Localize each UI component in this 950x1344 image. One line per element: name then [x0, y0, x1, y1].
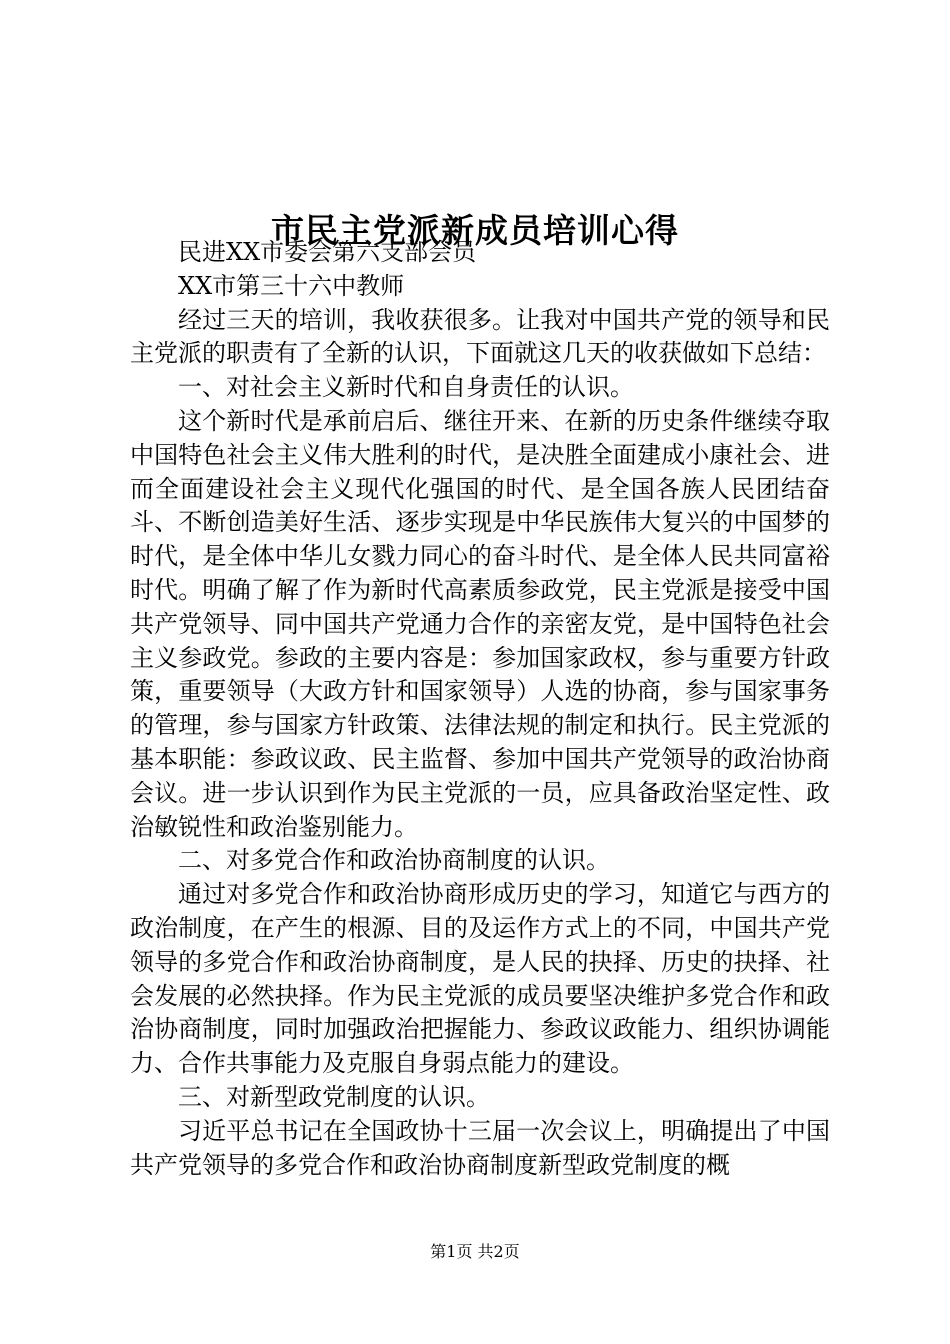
document-body	[130, 236, 830, 1182]
section-heading: 二、对多党合作和政治协商制度的认识。	[178, 846, 610, 875]
section-heading: 一、对社会主义新时代和自身责任的认识。	[178, 373, 634, 402]
document-title: 市民主党派新成员培训心得	[271, 211, 679, 251]
body-paragraph: 这个新时代是承前启后、继往开来、在新的历史条件继续夺取中国特色社会主义伟大胜利的时代，是决胜全面建成小康社会、进而全面建设社会主义现代化强国的时代、是全国各族人民团结奋斗、不断创造美好生活、逐步实现是中华民族伟大复兴的中国梦的时代，是全体中华儿女戮力同心的奋斗时代、是全体人民共同富裕时代。明确了解了作为新时代高素质参政党，民主党派是接受中国共产党领导、同中国共产党通力合作的亲密友党，是中国特色社会主义参政党。参政的主要内容是：参加国家政权，参与重要方针政策，重要领导（大政方针和国家领导）人选的协商，参与国家事务的管理，参与国家方针政策、法律法规的制定和执行。民主党派的基本职能：参政议政、民主监督、参加中国共产党领导的政治协商会议。进一步认识到作为民主党派的一员，应具备政治坚定性、政治敏锐性和政治鉴别能力。	[130, 406, 830, 841]
section-heading: 三、对新型政党制度的认识。	[178, 1082, 490, 1111]
body-paragraph: 通过对多党合作和政治协商形成历史的学习，知道它与西方的政治制度，在产生的根源、目的及运作方式上的不同，中国共产党领导的多党合作和政治协商制度，是人民的抉择、历史的抉择、社会发展的必然抉择。作为民主党派的成员要坚决维护多党合作和政治协商制度，同时加强政治把握能力、参政议政能力、组织协调能力、合作共事能力及克服自身弱点能力的建设。	[130, 880, 830, 1078]
body-paragraph: 经过三天的培训，我收获很多。让我对中国共产党的领导和民主党派的职责有了全新的认识，下面就这几天的收获做如下总结：	[130, 305, 830, 368]
author-affiliation-line: 民进XX市委会第六支部会员	[178, 238, 477, 266]
page-number-footer: 第1页 共2页	[430, 1242, 520, 1261]
body-paragraph: 习近平总书记在全国政协十三届一次会议上，明确提出了中国共产党领导的多党合作和政治协商制度新型政党制度的概	[130, 1116, 830, 1179]
author-position-line: XX市第三十六中教师	[178, 271, 405, 300]
